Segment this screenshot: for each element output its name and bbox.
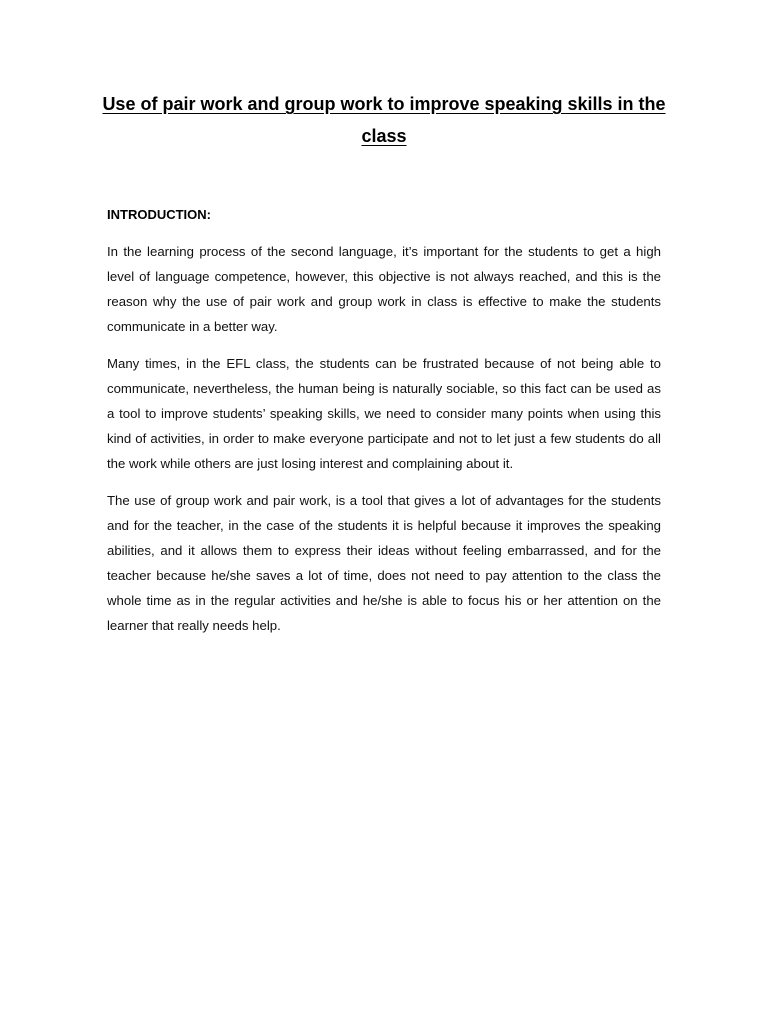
paragraph-3: The use of group work and pair work, is a tool that gives a lot of advantages for the students and for the teacher, in the case of the students it is helpful because it improves the speaking abilities, and it allows them to express their ideas without feeling embarrassed, and for the teacher because he/she saves a lot of time, does not need to pay attention to the class the whole time as in the regular activities and he/she is able to focus his or her attention on the learner that really needs help.: [107, 493, 661, 633]
section-heading-introduction: INTRODUCTION:: [107, 207, 211, 222]
document-title: Use of pair work and group work to improve speaking skills in the class: [102, 94, 666, 146]
paragraph-1: In the learning process of the second language, it’s important for the students to get a high level of language competence, however, this objective is not always reached, and this is the reason why the use of pair work and group work in class is effective to make the students communicate in a better way.: [107, 244, 661, 334]
paragraph-2: Many times, in the EFL class, the students can be frustrated because of not being able to communicate, nevertheless, the human being is naturally sociable, so this fact can be used as a tool to improve students’ speaking skills, we need to consider many points when using this kind of activities, in order to make everyone participate and not to let just a few students do all the work while others are just losing interest and complaining about it.: [107, 356, 661, 471]
